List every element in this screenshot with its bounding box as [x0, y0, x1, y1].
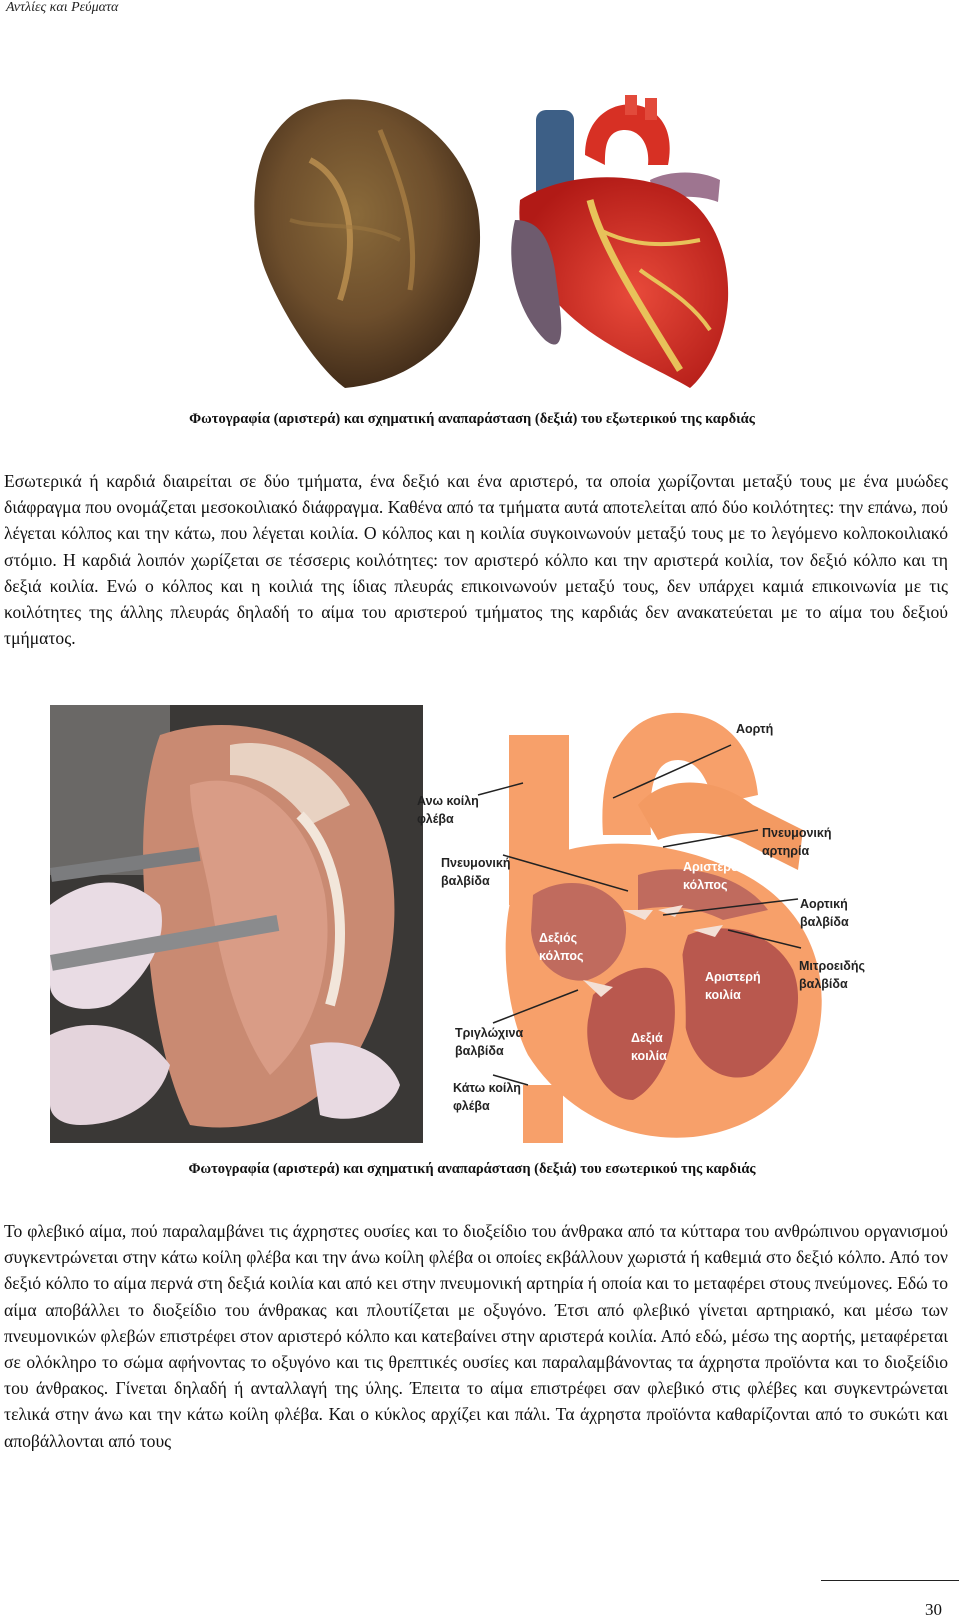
svg-text:Κάτω κοίλη: [453, 1081, 521, 1095]
label-right-atrium-1: Δεξιός: [539, 931, 578, 945]
svg-text:Πνευμονική: [762, 826, 832, 840]
photo-heart-exterior: [254, 99, 480, 388]
label-pulm-artery-1: Πνευμονική: [762, 826, 832, 840]
figure-exterior-heart: [0, 70, 960, 400]
label-svc-2: φλέβα: [417, 812, 454, 826]
footer-rule: [821, 1580, 959, 1581]
svg-text:αρτηρία: [762, 844, 809, 858]
svg-text:Αορτή: [736, 722, 773, 736]
label-right-ventricle-2: κοιλία: [631, 1049, 667, 1063]
svg-text:κοιλία: [705, 988, 741, 1002]
svg-text:βαλβίδα: [799, 977, 848, 991]
svg-text:βαλβίδα: [441, 874, 490, 888]
paragraph-2: Το φλεβικό αίμα, πού παραλαμβάνει τις άχρηστες ουσίες και το διοξείδιο του άνθρακα από τα κύτταρα του ανθρώπινου οργανισμού συγκεντρώνεται στην κάτω κοίλη φλέβα και την άνω κοίλη φλέβα οι οποίες εκβάλλουν χωριστά ή καθεμιά στο δεξιό κόλπο. Από τον δεξιό κόλπο το αίμα περνά στη δεξιά κοιλία και από κει στην πνευμονική αρτηρία ή οποία και το μεταφέρει στους πνεύμονες. Εδώ το αίμα αποβάλλει το διοξείδιο του άνθρακας και πλουτίζεται με οξυγόνο. Έτσι από φλεβικό γίνεται αρτηριακό, και μέσω των πνευμονικών φλεβών επιστρέφει στον αριστερό κόλπο και κατεβαίνει στην αριστερά κοιλία. Από εδώ, μέσω της αορτής, μεταφέρεται σε ολόκληρο το σώμα αφήνοντας το οξυγόνο και τις θρεπτικές ουσίες και παραλαμβάνοντας τα άχρηστα προϊόντα και το διοξείδιο του άνθρακος. Γίνεται δηλαδή ή ανταλλαγή της ύλης. Έπειτα το αίμα επιστρέφει σαν φλεβικό στις φλέβες και συγκεντρώνεται τελικά στην άνω και την κάτω κοίλη φλέβα. Και ο κύκλος αρχίζει και πάλι. Τα άχρηστα προϊόντα καθαρίζονται από το συκώτι και αποβάλλονται από τους: [4, 1221, 948, 1451]
label-left-ventricle-2: κοιλία: [705, 988, 741, 1002]
running-header: Αντλίες και Ρεύματα: [6, 0, 119, 15]
figure1-caption: Φωτογραφία (αριστερά) και σχηματική αναπαράσταση (δεξιά) του εξωτερικού της καρδιάς: [189, 411, 755, 427]
label-left-atrium-2: κόλπος: [683, 878, 728, 892]
label-mitral-valve-1: Μιτροειδής: [799, 959, 865, 973]
svg-text:φλέβα: [417, 812, 454, 826]
label-aortic-valve-2: βαλβίδα: [800, 915, 849, 929]
page-number: 30: [925, 1600, 942, 1619]
label-aortic-valve-1: Αορτική: [800, 897, 848, 911]
svg-text:κόλπος: [539, 949, 584, 963]
label-ivc-2: φλέβα: [453, 1099, 490, 1113]
svg-text:κοιλία: [631, 1049, 667, 1063]
svg-text:Αορτική: [800, 897, 848, 911]
svg-text:κόλπος: [683, 878, 728, 892]
label-pulm-valve-1: Πνευμονική: [441, 856, 511, 870]
label-aorta: Αορτή: [736, 722, 774, 736]
label-ivc-1: Κάτω κοίλη: [453, 1081, 521, 1095]
diagram-heart-interior: [417, 705, 910, 1143]
label-left-atrium-1: Αριστερό: [683, 860, 739, 874]
svg-text:Δεξιά: [631, 1031, 663, 1045]
svg-text:βαλβίδα: [800, 915, 849, 929]
photo-heart-interior: [50, 705, 423, 1143]
svg-text:Δεξιός: [539, 931, 577, 945]
label-svc-1: Ανω κοίλη: [417, 794, 479, 808]
svg-text:Μιτροειδής: [799, 959, 865, 973]
label-pulm-valve-2: βαλβίδα: [441, 874, 490, 888]
label-pulm-artery-2: αρτηρία: [762, 844, 810, 858]
svg-text:Τριγλώχινα: [455, 1026, 524, 1040]
label-tricuspid-valve-1: Τριγλώχινα: [455, 1026, 524, 1040]
svg-text:φλέβα: [453, 1099, 490, 1113]
svg-text:Αριστερή: [705, 970, 761, 984]
svg-text:Ανω κοίλη: [417, 794, 479, 808]
label-right-atrium-2: κόλπος: [539, 949, 584, 963]
svg-text:Πνευμονική: [441, 856, 511, 870]
paragraph-1: Εσωτερικά ή καρδιά διαιρείται σε δύο τμήματα, ένα δεξιό και ένα αριστερό, τα οποία χωρίζονται μεταξύ τους με ένα μυώδες διάφραγμα που ονομάζεται μεσοκοιλιακό διάφραγμα. Καθένα από τα τμήματα αυτά αποτελείται από δύο κοιλότητες: την επάνω, πού λέγεται κόλπος και την κάτω, που λέγεται κοιλία. Ο κόλπος και η κοιλία συγκοινωνούν μεταξύ τους με το λεγόμενο κολποκοιλιακό στόμιο. Η καρδιά λοιπόν χωρίζεται σε τέσσερις κοιλότητες: τον αριστερό κόλπο και την αριστερά κοιλία, τον δεξιό κόλπο και τη δεξιά κοιλία. Ενώ ο κόλπος και η κοιλιά της ίδιας πλευράς επικοινωνούν μεταξύ τους, δεν υπάρχει καμιά επικοινωνία με τις κοιλότητες της άλλης πλευράς δηλαδή το αίμα του αριστερού τμήματος της καρδιάς δεν ανακατεύεται με το αίμα του δεξιού τμήματος.: [4, 471, 948, 649]
illustration-heart-exterior: [511, 95, 728, 388]
label-tricuspid-valve-2: βαλβίδα: [455, 1044, 504, 1058]
svg-text:Αριστερό: [683, 860, 739, 874]
label-right-ventricle-1: Δεξιά: [631, 1031, 663, 1045]
svg-text:βαλβίδα: [455, 1044, 504, 1058]
label-mitral-valve-2: βαλβίδα: [799, 977, 848, 991]
label-left-ventricle-1: Αριστερή: [705, 970, 761, 984]
figure2-caption: Φωτογραφία (αριστερά) και σχηματική αναπαράσταση (δεξιά) του εσωτερικού της καρδιάς: [188, 1161, 756, 1177]
